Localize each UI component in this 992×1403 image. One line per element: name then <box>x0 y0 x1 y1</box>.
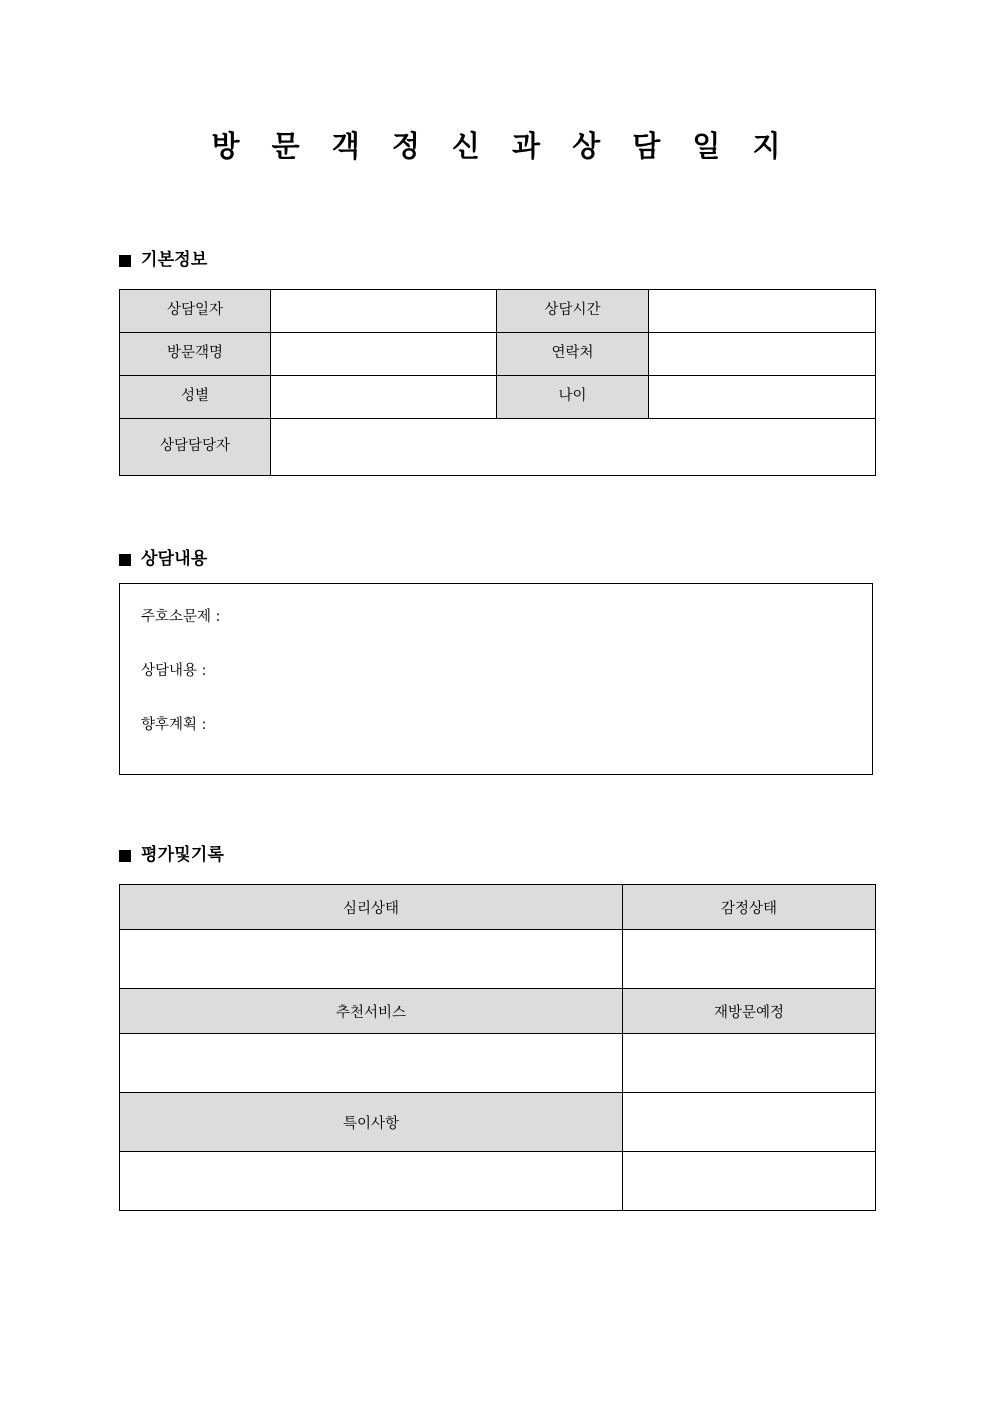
header-recommended-service: 추천서비스 <box>120 989 623 1034</box>
field-special-notes[interactable] <box>120 1152 623 1211</box>
basic-info-table <box>119 289 876 476</box>
table-row <box>120 290 876 333</box>
section-heading-label: 기본정보 <box>141 250 208 270</box>
field-recommended-service[interactable] <box>120 1034 623 1093</box>
field-special-notes-extra[interactable] <box>623 1152 876 1211</box>
label-future-plan: 향후계획 : <box>141 717 207 733</box>
table-row <box>120 376 876 419</box>
header-revisit-plan: 재방문예정 <box>623 989 876 1034</box>
field-counselor[interactable] <box>271 419 876 476</box>
label-contact: 연락처 <box>497 333 649 376</box>
table-row <box>120 930 876 989</box>
label-counselor: 상담담당자 <box>120 419 271 476</box>
field-emotional-state[interactable] <box>623 930 876 989</box>
header-special-notes: 특이사항 <box>120 1093 623 1152</box>
field-psychological-state[interactable] <box>120 930 623 989</box>
field-special-notes-right[interactable] <box>623 1093 876 1152</box>
field-consult-date[interactable] <box>271 290 497 333</box>
field-revisit-plan[interactable] <box>623 1034 876 1093</box>
square-bullet-icon <box>119 554 131 566</box>
label-consult-date: 상담일자 <box>120 290 271 333</box>
table-row <box>120 419 876 476</box>
label-gender: 성별 <box>120 376 271 419</box>
field-consult-time[interactable] <box>649 290 876 333</box>
header-psychological-state: 심리상태 <box>120 885 623 930</box>
section-heading-label: 상담내용 <box>141 549 208 569</box>
header-emotional-state: 감정상태 <box>623 885 876 930</box>
section-heading-consultation-content <box>119 551 208 568</box>
page-title: 방 문 객 정 신 과 상 담 일 지 <box>211 129 792 163</box>
label-consultation-detail: 상담내용 : <box>141 663 207 679</box>
field-visitor-name[interactable] <box>271 333 497 376</box>
table-row <box>120 1034 876 1093</box>
consultation-content-box[interactable] <box>119 583 873 775</box>
square-bullet-icon <box>119 850 131 862</box>
field-contact[interactable] <box>649 333 876 376</box>
table-row <box>120 333 876 376</box>
label-chief-complaint: 주호소문제 : <box>141 609 221 625</box>
table-row <box>120 989 876 1034</box>
evaluation-record-table <box>119 884 876 1211</box>
label-visitor-name: 방문객명 <box>120 333 271 376</box>
label-consult-time: 상담시간 <box>497 290 649 333</box>
table-row <box>120 885 876 930</box>
table-row <box>120 1152 876 1211</box>
section-heading-label: 평가및기록 <box>141 845 225 865</box>
square-bullet-icon <box>119 255 131 267</box>
table-row <box>120 1093 876 1152</box>
field-gender[interactable] <box>271 376 497 419</box>
label-age: 나이 <box>497 376 649 419</box>
section-heading-evaluation-record <box>119 847 224 864</box>
field-age[interactable] <box>649 376 876 419</box>
section-heading-basic-info <box>119 252 208 269</box>
